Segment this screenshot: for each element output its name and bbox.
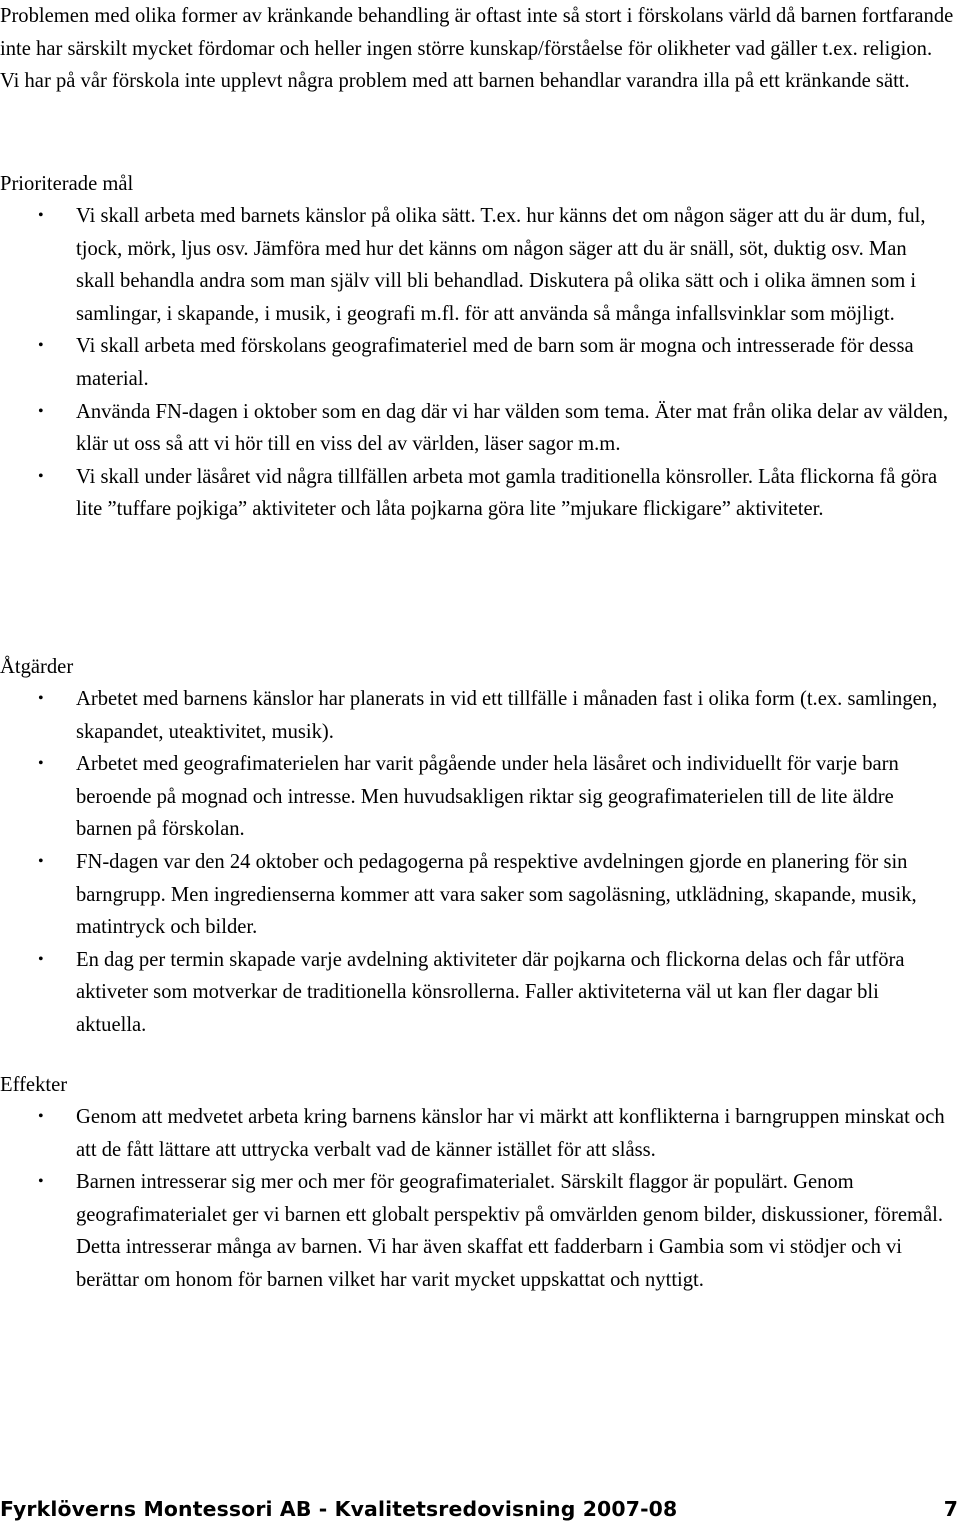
bullet-icon: • (38, 1173, 44, 1191)
list-item-text: Arbetet med geografimaterielen har varit pågående under hela läsåret och individuellt för varje barn beroende på mognad och intresse. Men huvudsakligen riktar sig geografimaterielen till de lite äldre barnen på förskolan. (76, 753, 899, 841)
list-item-text: FN-dagen var den 24 oktober och pedagogerna på respektive avdelningen gjorde en planering för sin barngrupp. Men ingredienserna kommer att vara saker som sagoläsning, utklädning, skapande, musik, matintryck och bilder. (76, 850, 917, 939)
bullet-icon: • (38, 1108, 44, 1125)
intro-paragraph: Problemen med olika former av kränkande behandling är oftast inte så stort i förskolans värld då barnen fortfarande inte har särskilt mycket fördomar och heller ingen större kunskap/förståelse för olikheter vad gäller t.ex. religion. Vi har på vår förskola inte upplevt några problem med att barnen behandlar varandra illa på ett kränkande sätt. (0, 5, 954, 93)
bullet-icon: • (38, 337, 44, 355)
page-number: 7 (943, 1497, 958, 1521)
list-item-text: Arbetet med barnens känslor har planerats in vid ett tillfälle i månaden fast i olika form (t.ex. samlingen, skapandet, uteaktivitet, musik). (76, 688, 938, 743)
list-item (0, 683, 950, 748)
bullet-icon: • (38, 207, 44, 224)
bullet-icon: • (38, 950, 44, 968)
list-item (0, 846, 950, 944)
bullet-icon: • (38, 755, 44, 773)
effects-list (0, 1101, 950, 1297)
list-item-text: Vi skall under läsåret vid några tillfällen arbeta mot gamla traditionella könsroller. Låta flickorna få göra lite ”tuffare pojkiga” aktiviteter och låta pojkarna göra lite ”mjukare flickigare” aktiviteter. (76, 465, 938, 521)
list-item (0, 461, 950, 526)
goals-list (0, 200, 950, 526)
list-item (0, 748, 950, 846)
bullet-icon: • (38, 690, 44, 707)
list-item-text: En dag per termin skapade varje avdelning aktiviteter där pojkarna och flickorna delas och får utföra aktiveter som motverkar de traditionella könsrollerna. Faller aktiviteterna väl ut kan fler dagar bli aktuella. (76, 948, 905, 1036)
bullet-icon: • (38, 852, 44, 870)
list-item (0, 1166, 950, 1296)
list-item (0, 396, 950, 461)
page-footer (0, 1493, 960, 1525)
list-item (0, 1101, 950, 1166)
section-title-effects: Effekter (0, 1074, 68, 1096)
list-item-text: Vi skall arbeta med barnets känslor på olika sätt. T.ex. hur känns det om någon säger att du är dum, ful, tjock, mörk, ljus osv. Jämföra med hur det känns om någon säger att du är snäll, söt, duktig osv. Man skall behandla andra som man själv vill bli behandlad. Diskutera på olika sätt och i olika ämnen som i samlingar, i skapande, i musik, i geografi m.fl. för att använda så många infallsvinklar som möjligt. (76, 205, 926, 325)
list-item (0, 200, 950, 330)
bullet-icon: • (38, 467, 44, 485)
list-item-text: Använda FN-dagen i oktober som en dag där vi har välden som tema. Äter mat från olika delar av välden, klär ut oss så att vi hör till en viss del av världen, läser sagor m.m. (76, 400, 949, 456)
actions-list (0, 683, 950, 1042)
section-title-goals: Prioriterade mål (0, 173, 134, 195)
list-item-text: Vi skall arbeta med förskolans geografimateriel med de barn som är mogna och intresserade för dessa material. (76, 335, 914, 390)
list-item-text: Barnen intresserar sig mer och mer för geografimaterialet. Särskilt flaggor är populärt. Genom geografimaterialet ger vi barnen ett globalt perspektiv på omvärlden genom bilder, diskussioner, föremål. Detta intresserar många av barnen. Vi har även skaffat ett fadderbarn i Gambia som vi stödjer och vi berättar om honom för barnen vilket har varit mycket uppskattat och nyttigt. (76, 1171, 944, 1291)
section-title-actions: Åtgärder (0, 656, 74, 678)
footer-title: Fyrklöverns Montessori AB - Kvalitetsredovisning 2007-08 (0, 1497, 678, 1521)
list-item (0, 944, 950, 1042)
list-item (0, 330, 950, 395)
bullet-icon: • (38, 402, 44, 420)
list-item-text: Genom att medvetet arbeta kring barnens känslor har vi märkt att konflikterna i barngruppen minskat och att de fått lättare att uttrycka verbalt vad de känner istället för att slåss. (76, 1106, 945, 1161)
